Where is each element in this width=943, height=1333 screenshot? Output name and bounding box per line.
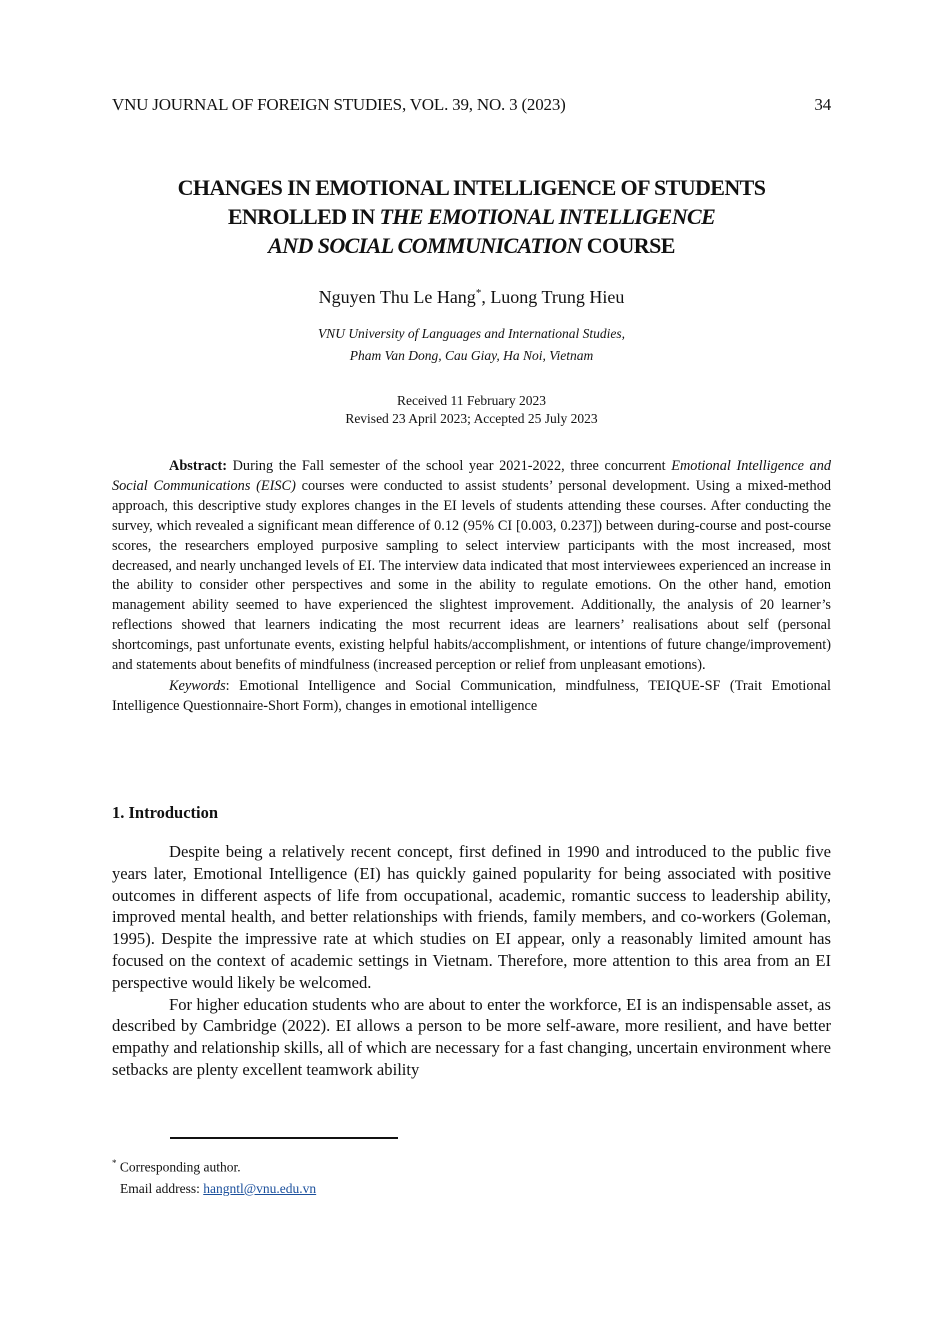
title-italic-text: AND SOCIAL COMMUNICATION [268,233,582,258]
email-label: Email address: [120,1180,204,1196]
footnote-line [112,1153,316,1178]
abstract-text: courses were conducted to assist students’ personal development. Using a mixed-method approach, this descriptive study explores changes in the EI levels of students attending these courses. After conducting the survey, which revealed a significant mean difference of 0.12 (95% CI [0.003, 0.237]) between during-course and post-course scores, the researchers employed purposive sampling to select interview participants with the most increased, most decreased, and nearly unchanged levels of EI. The interview data indicated that most interviewees experienced an increase in the ability to consider other perspectives and some in the ability to regulate emotions. On the other hand, emotion management ability seemed to have experienced the slightest improvement. Additionally, the analysis of 20 learner’s reflections showed that learners indicating the most recurrent ideas are learners’ realisations about self (personal shortcomings, past unfortunate events, existing helpful habits/accomplishment, or intentions of future change/improvement) and statements about benefits of mindfulness (increased perception or relief from unpleasant emotions). [112,477,831,674]
email-link[interactable]: hangntl@vnu.edu.vn [203,1180,317,1196]
affiliation [0,323,943,367]
footnote-email-line [112,1178,316,1199]
author-list [0,287,943,308]
introduction-body [112,841,831,1081]
revised-accepted-dates: Revised 23 April 2023; Accepted 25 July 2023 [345,411,598,426]
corresponding-author-mark: * [475,287,482,299]
title-italic-text: THE EMOTIONAL INTELLIGENCE [379,204,716,229]
author-name: Luong Trung Hieu [490,287,625,307]
body-paragraph: For higher education students who are about to enter the workforce, EI is an indispensable asset, as described by Cambridge (2022). EI allows a person to be more self-aware, more resilient, and have better empathy and relationship skills, all of which are necessary for a fast changing, uncertain environment where setbacks are plenty excellent teamwork ability [112,994,831,1079]
body-paragraph: Despite being a relatively recent concept, first defined in 1990 and introduced to the public five years later, Emotional Intelligence (EI) has quickly gained popularity for being associated with positive outcomes in different aspects of life from occupational, academic, romantic success to leadership ability, improved mental health, and better relationships with friends, family members, and co-workers (Goleman, 1995). Despite the impressive rate at which studies on EI appear, only a reasonably limited amount has focused on the context of academic settings in Vietnam. Therefore, more attention to this area from an EI perspective would likely be welcomed. [112,842,831,992]
author-name: Nguyen Thu Le Hang [318,287,476,307]
abstract-italic-text: Emotional Intelligence and Social Communications (EISC) [112,458,831,494]
title-plain-text: ENROLLED IN [227,204,380,229]
keywords-colon: : [225,677,230,694]
footnote [112,1153,316,1199]
abstract-text: During the Fall semester of the school year 2021-2022, three concurrent [226,458,672,474]
title-line-2 [60,202,883,231]
keywords-text: Emotional Intelligence and Social Communication, mindfulness, TEIQUE-SF (Trait Emotional Intelligence Questionnaire-Short Form), changes in emotional intelligence [112,677,831,714]
affiliation-line: Pham Van Dong, Cau Giay, Ha Noi, Vietnam [349,348,594,363]
journal-name: VNU JOURNAL OF FOREIGN STUDIES, VOL. 39, NO. 3 (2023) [112,95,566,114]
author-separator: , [481,287,491,307]
page-number: 34 [814,95,831,114]
received-date: Received 11 February 2023 [396,393,547,408]
abstract-label: Abstract: [169,458,227,474]
title-plain-text: COURSE [581,233,675,258]
footnote-text: Corresponding author. [116,1159,241,1175]
submission-dates [0,392,943,428]
footnote-mark: * [112,1158,117,1168]
affiliation-line: VNU University of Languages and International Studies, [317,326,626,341]
abstract-paragraph [112,457,831,676]
footnote-divider [170,1137,398,1139]
running-header [112,95,831,115]
keywords [112,677,831,717]
keywords-label: Keywords [169,677,226,694]
paper-title [60,173,883,260]
title-line-1: CHANGES IN EMOTIONAL INTELLIGENCE OF STUDENTS [177,175,766,200]
abstract [112,457,831,717]
title-line-3 [60,231,883,260]
section-heading: 1. Introduction [112,803,219,822]
